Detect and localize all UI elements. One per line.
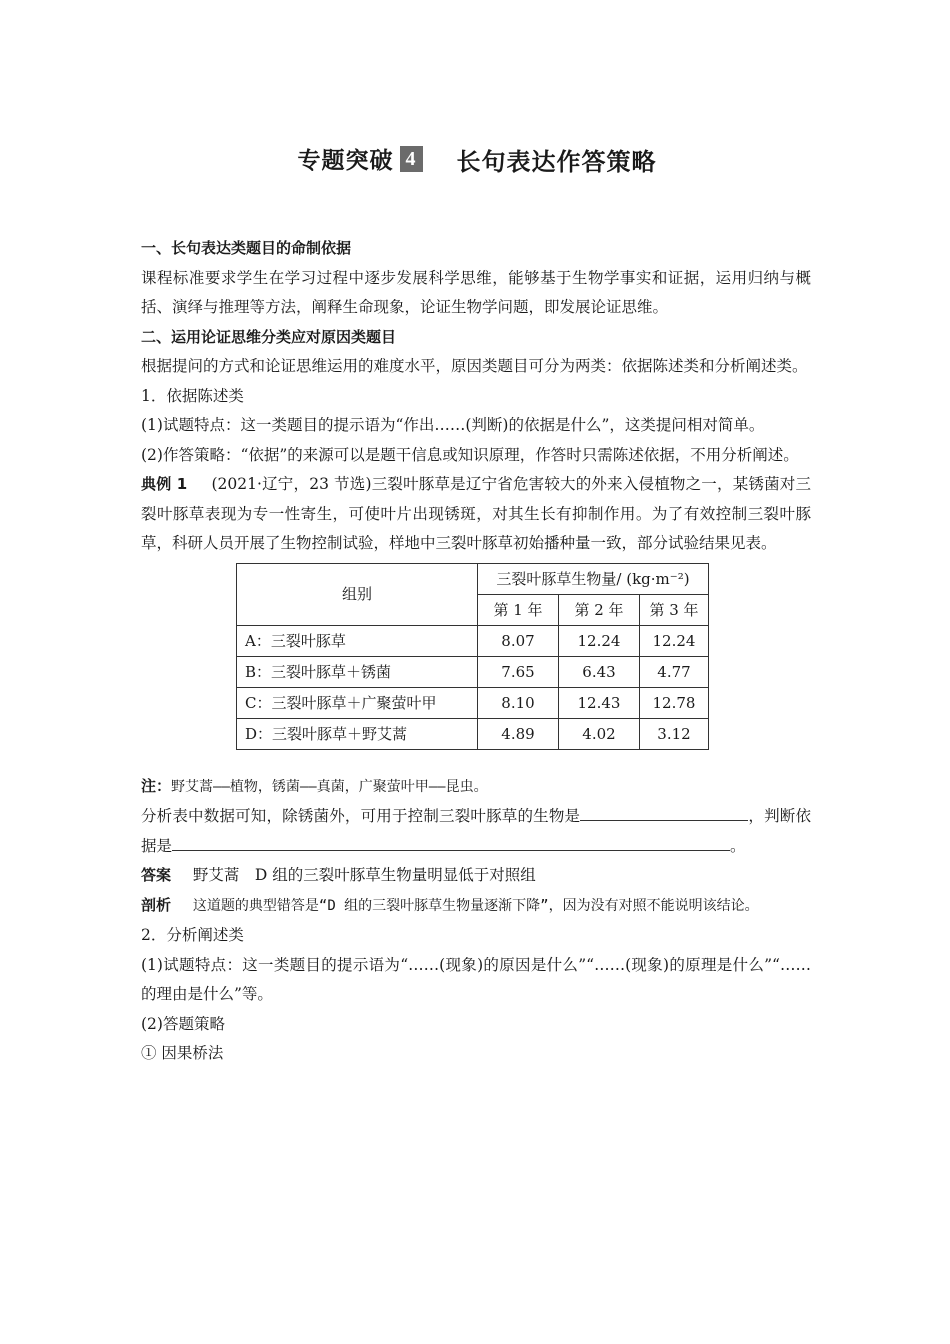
biomass-table xyxy=(236,563,709,750)
year-header: 第 1 年 xyxy=(478,594,559,625)
part-2-feature: (1)试题特点：这一类题目的提示语为“……(现象)的原因是什么”“……(现象)的原理是什么”“……的理由是什么”等。 xyxy=(141,955,811,1003)
group-header: 组别 xyxy=(237,563,478,625)
table-header-row xyxy=(237,563,709,594)
value-cell: 12.24 xyxy=(640,625,709,656)
measure-header: 三裂叶豚草生物量/ (kg·m⁻²) xyxy=(478,563,709,594)
table-row xyxy=(237,625,709,656)
example-paragraph xyxy=(141,470,811,559)
answer-paragraph xyxy=(141,861,811,891)
table-row xyxy=(237,687,709,718)
value-cell: 12.43 xyxy=(559,687,640,718)
answer-blank-1 xyxy=(580,802,748,821)
answer-blank-2 xyxy=(172,832,730,851)
section-2-body: 根据提问的方式和论证思维运用的难度水平，原因类题目可分为两类：依据陈述类和分析阐述类。 xyxy=(141,357,808,375)
group-cell: A：三裂叶豚草 xyxy=(237,625,478,656)
topic-badge-text: 专题突破 xyxy=(297,148,394,174)
main-content xyxy=(141,234,811,1069)
value-cell: 7.65 xyxy=(478,656,559,687)
question-text-2: ，判断依据是 xyxy=(141,807,811,855)
subsection-1-heading: 1．依据陈述类 xyxy=(141,386,244,405)
example-label: 典例 1 xyxy=(141,475,188,493)
analysis-label: 剖析 xyxy=(141,895,172,914)
part-2-method: ① 因果桥法 xyxy=(141,1044,224,1062)
group-cell: C：三裂叶豚草＋广聚萤叶甲 xyxy=(237,687,478,718)
topic-badge xyxy=(294,142,427,177)
section-1-heading: 一、长句表达类题目的命制依据 xyxy=(141,239,352,257)
value-cell: 8.10 xyxy=(478,687,559,718)
value-cell: 3.12 xyxy=(640,718,709,749)
analysis-paragraph xyxy=(141,891,811,922)
value-cell: 12.78 xyxy=(640,687,709,718)
value-cell: 12.24 xyxy=(559,625,640,656)
table-row xyxy=(237,718,709,749)
page-title: 长句表达作答策略 xyxy=(456,148,657,176)
subsection-1-strategy: (2)作答策略：“依据”的来源可以是题干信息或知识原理，作答时只需陈述依据，不用分析阐述。 xyxy=(141,445,799,464)
topic-number: 4 xyxy=(400,146,423,172)
question-end: 。 xyxy=(730,836,746,855)
year-header: 第 3 年 xyxy=(640,594,709,625)
table-row xyxy=(237,656,709,687)
value-cell: 8.07 xyxy=(478,625,559,656)
part-2-strategy: (2)答题策略 xyxy=(141,1014,225,1033)
note-text: 野艾蒿——植物，锈菌——真菌，广聚萤叶甲——昆虫。 xyxy=(171,778,488,795)
group-cell: B：三裂叶豚草＋锈菌 xyxy=(237,656,478,687)
question-text-1: 分析表中数据可知，除锈菌外，可用于控制三裂叶豚草的生物是 xyxy=(141,807,581,825)
note-label: 注： xyxy=(141,776,172,795)
question-paragraph xyxy=(141,802,811,861)
group-cell: D：三裂叶豚草＋野艾蒿 xyxy=(237,718,478,749)
answer-text: 野艾蒿 D 组的三裂叶豚草生物量明显低于对照组 xyxy=(192,866,536,884)
title-row xyxy=(0,142,950,177)
part-2-heading: 2．分析阐述类 xyxy=(141,926,244,944)
section-1-body: 课程标准要求学生在学习过程中逐步发展科学思维，能够基于生物学事实和证据，运用归纳与概括、演绎与推理等方法，阐释生命现象，论证生物学问题，即发展论证思维。 xyxy=(141,268,811,316)
section-2-heading: 二、运用论证思维分类应对原因类题目 xyxy=(141,327,397,346)
answer-label: 答案 xyxy=(141,866,172,884)
value-cell: 4.89 xyxy=(478,718,559,749)
example-source: (2021·辽宁，23 节选) xyxy=(211,475,372,493)
value-cell: 4.02 xyxy=(559,718,640,749)
analysis-text: 这道题的典型错答是“D 组的三裂叶豚草生物量逐渐下降”，因为没有对照不能说明该结论。 xyxy=(192,897,759,914)
table-note xyxy=(141,772,811,803)
value-cell: 4.77 xyxy=(640,656,709,687)
value-cell: 6.43 xyxy=(559,656,640,687)
subsection-1-feature: (1)试题特点：这一类题目的提示语为“作出……(判断)的依据是什么”，这类提问相对简单。 xyxy=(141,416,765,434)
example-text: 三裂叶豚草是辽宁省危害较大的外来入侵植物之一，某锈菌对三裂叶豚草表现为专一性寄生，可使叶片出现锈斑，对其生长有抑制作用。为了有效控制三裂叶豚草，科研人员开展了生物控制试验，样地中三裂叶豚草初始播种量一致，部分试验结果见表。 xyxy=(141,475,811,552)
year-header: 第 2 年 xyxy=(559,594,640,625)
